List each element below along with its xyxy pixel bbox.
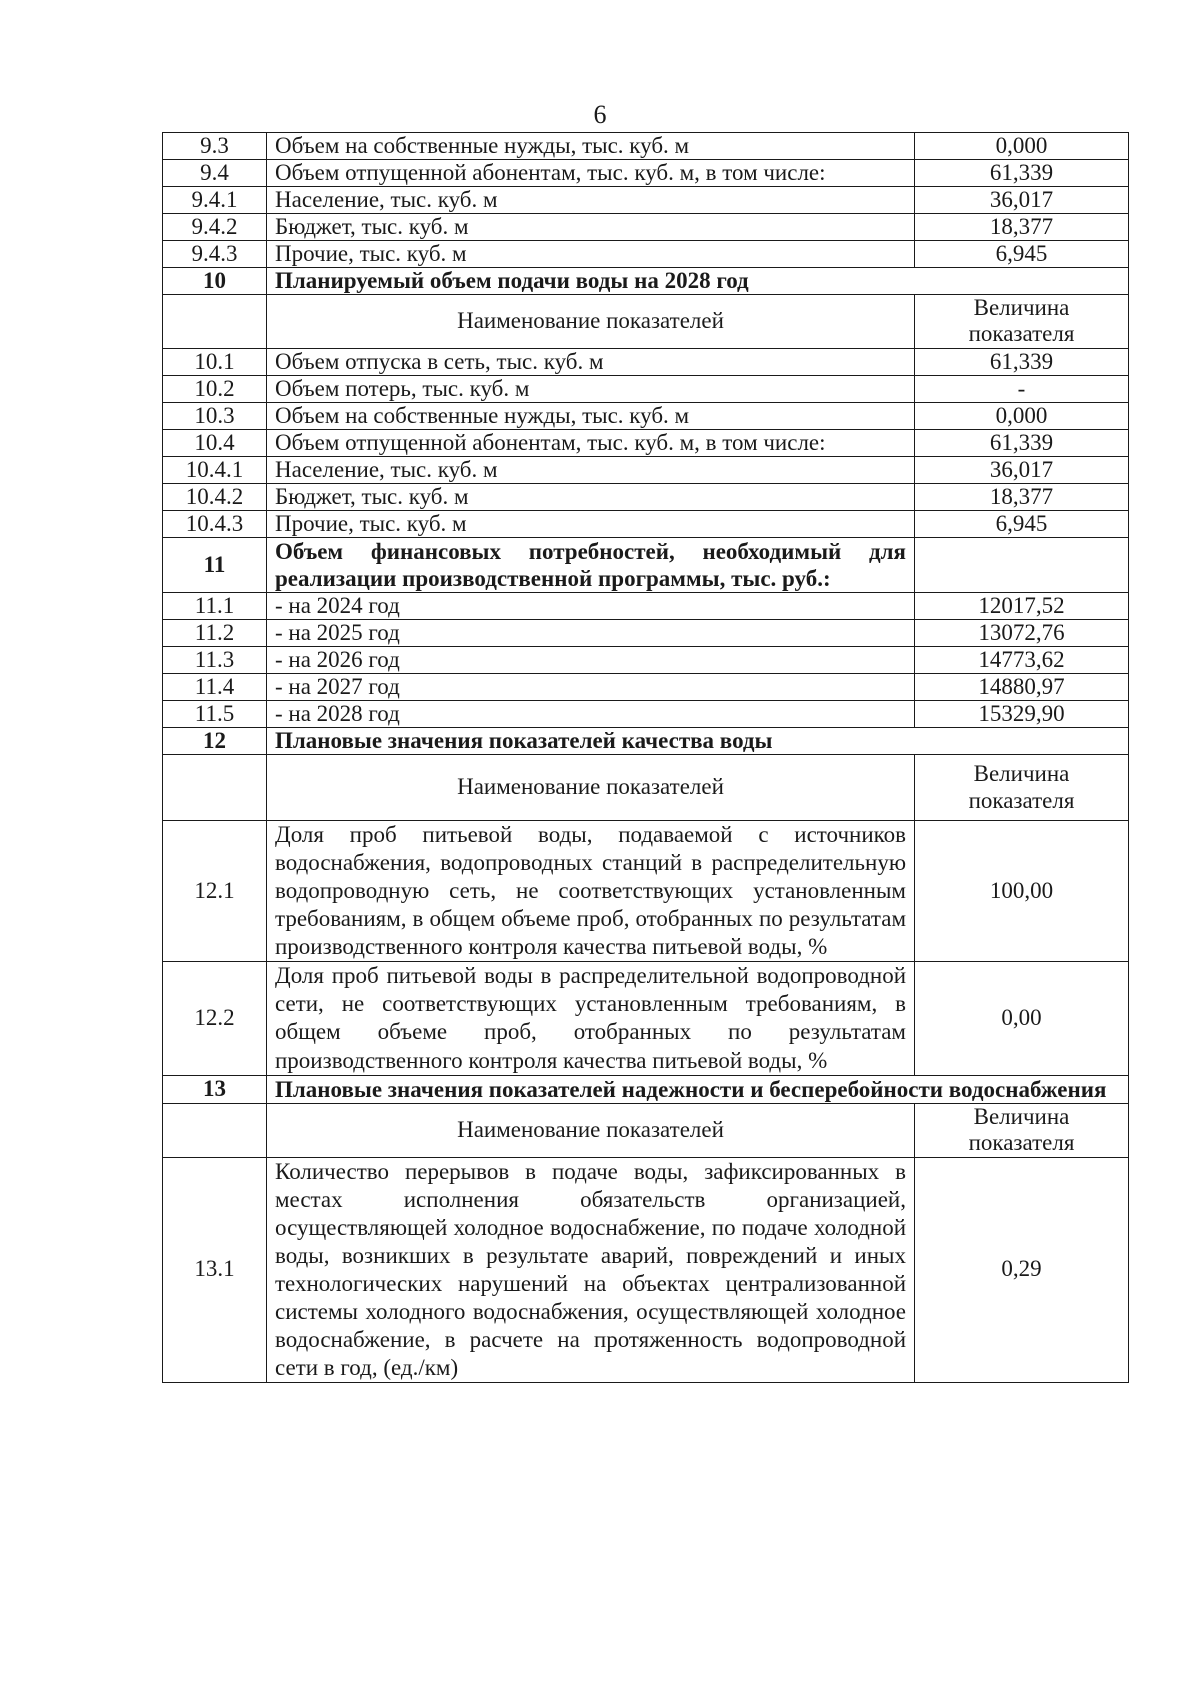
page-number: 6 bbox=[593, 100, 607, 129]
row-name: Объем отпущенной абонентам, тыс. куб. м, в том числе: bbox=[267, 429, 915, 456]
row-number: 12.1 bbox=[163, 821, 267, 962]
row-name: - на 2024 год bbox=[267, 593, 915, 620]
section-row-13 bbox=[163, 1075, 1129, 1103]
row-number: 9.4.3 bbox=[163, 241, 267, 268]
table-row bbox=[163, 348, 1129, 375]
header-name: Наименование показателей bbox=[267, 295, 915, 349]
section-row-12 bbox=[163, 728, 1129, 755]
table-row bbox=[163, 133, 1129, 160]
table-row bbox=[163, 510, 1129, 537]
table-row bbox=[163, 483, 1129, 510]
row-number: 9.4.1 bbox=[163, 187, 267, 214]
row-value: 0,00 bbox=[915, 962, 1129, 1075]
section-row-11 bbox=[163, 537, 1129, 592]
row-name: - на 2027 год bbox=[267, 674, 915, 701]
table-row bbox=[163, 674, 1129, 701]
header-row bbox=[163, 755, 1129, 821]
row-value: 61,339 bbox=[915, 160, 1129, 187]
row-value: 0,000 bbox=[915, 402, 1129, 429]
table-row bbox=[163, 821, 1129, 962]
row-value: 0,29 bbox=[915, 1157, 1129, 1382]
row-value: 61,339 bbox=[915, 348, 1129, 375]
row-number: 9.3 bbox=[163, 133, 267, 160]
row-name: Объем отпуска в сеть, тыс. куб. м bbox=[267, 348, 915, 375]
header-name: Наименование показателей bbox=[267, 1103, 915, 1157]
header-value: Величина показателя bbox=[915, 1103, 1129, 1157]
row-number: 11.4 bbox=[163, 674, 267, 701]
table-row bbox=[163, 701, 1129, 728]
table-row bbox=[163, 214, 1129, 241]
row-number: 10.4.2 bbox=[163, 483, 267, 510]
row-number: 9.4 bbox=[163, 160, 267, 187]
row-value: 13072,76 bbox=[915, 620, 1129, 647]
table-row bbox=[163, 647, 1129, 674]
row-number: 10.3 bbox=[163, 402, 267, 429]
table-row bbox=[163, 160, 1129, 187]
section-number: 11 bbox=[163, 537, 267, 592]
row-value: 14880,97 bbox=[915, 674, 1129, 701]
row-name: Население, тыс. куб. м bbox=[267, 187, 915, 214]
section-row-10 bbox=[163, 268, 1129, 295]
row-name: Объем на собственные нужды, тыс. куб. м bbox=[267, 402, 915, 429]
row-value: 0,000 bbox=[915, 133, 1129, 160]
table-row bbox=[163, 402, 1129, 429]
row-value: 100,00 bbox=[915, 821, 1129, 962]
table-row bbox=[163, 429, 1129, 456]
row-name: Бюджет, тыс. куб. м bbox=[267, 214, 915, 241]
row-value: 18,377 bbox=[915, 214, 1129, 241]
row-name: Доля проб питьевой воды, подаваемой с источников водоснабжения, водопроводных станций в распределительную водопроводную сеть, не соответствующих установленным требованиям, в общем объеме проб, отобранных по результатам производственного контроля качества питьевой воды, % bbox=[267, 821, 915, 962]
row-name: Объем на собственные нужды, тыс. куб. м bbox=[267, 133, 915, 160]
row-name: - на 2025 год bbox=[267, 620, 915, 647]
row-number: 11.1 bbox=[163, 593, 267, 620]
row-value: 15329,90 bbox=[915, 701, 1129, 728]
row-name: Объем потерь, тыс. куб. м bbox=[267, 375, 915, 402]
header-row bbox=[163, 1103, 1129, 1157]
header-value: Величина показателя bbox=[915, 755, 1129, 821]
row-number: 11.5 bbox=[163, 701, 267, 728]
table-row bbox=[163, 620, 1129, 647]
section-number: 12 bbox=[163, 728, 267, 755]
row-value: 36,017 bbox=[915, 456, 1129, 483]
row-value: 14773,62 bbox=[915, 647, 1129, 674]
row-name: - на 2028 год bbox=[267, 701, 915, 728]
table-row bbox=[163, 241, 1129, 268]
section-title: Объем финансовых потребностей, необходимый для реализации производственной программы, тыс. руб.: bbox=[267, 537, 915, 592]
row-number: 9.4.2 bbox=[163, 214, 267, 241]
table-row bbox=[163, 593, 1129, 620]
row-value: 61,339 bbox=[915, 429, 1129, 456]
row-number: 10.2 bbox=[163, 375, 267, 402]
row-number: 10.1 bbox=[163, 348, 267, 375]
row-number: 13.1 bbox=[163, 1157, 267, 1382]
row-name: Население, тыс. куб. м bbox=[267, 456, 915, 483]
table-row bbox=[163, 962, 1129, 1075]
table-body bbox=[163, 133, 1129, 1383]
section-title: Плановые значения показателей надежности и бесперебойности водоснабжения bbox=[267, 1075, 1129, 1103]
section-number: 10 bbox=[163, 268, 267, 295]
row-name: Доля проб питьевой воды в распределительной водопроводной сети, не соответствующих установленным требованиям, в общем объеме проб, отобранных по результатам производственного контроля качества питьевой воды, % bbox=[267, 962, 915, 1075]
row-value: 36,017 bbox=[915, 187, 1129, 214]
table-row bbox=[163, 375, 1129, 402]
row-value: - bbox=[915, 375, 1129, 402]
indicators-table bbox=[162, 132, 1129, 1383]
header-number-cell bbox=[163, 755, 267, 821]
row-name: Прочие, тыс. куб. м bbox=[267, 241, 915, 268]
row-value: 12017,52 bbox=[915, 593, 1129, 620]
row-value: 6,945 bbox=[915, 241, 1129, 268]
section-number: 13 bbox=[163, 1075, 267, 1103]
header-name: Наименование показателей bbox=[267, 755, 915, 821]
section-title: Планируемый объем подачи воды на 2028 год bbox=[267, 268, 1129, 295]
row-name: Объем отпущенной абонентам, тыс. куб. м, в том числе: bbox=[267, 160, 915, 187]
header-value: Величина показателя bbox=[915, 295, 1129, 349]
row-number: 11.3 bbox=[163, 647, 267, 674]
row-number: 10.4 bbox=[163, 429, 267, 456]
row-number: 12.2 bbox=[163, 962, 267, 1075]
row-number: 10.4.1 bbox=[163, 456, 267, 483]
row-name: Прочие, тыс. куб. м bbox=[267, 510, 915, 537]
row-value: 6,945 bbox=[915, 510, 1129, 537]
header-row bbox=[163, 295, 1129, 349]
row-number: 11.2 bbox=[163, 620, 267, 647]
row-number: 10.4.3 bbox=[163, 510, 267, 537]
header-number-cell bbox=[163, 295, 267, 349]
section-title: Плановые значения показателей качества воды bbox=[267, 728, 1129, 755]
section-value-cell bbox=[915, 537, 1129, 592]
row-name: - на 2026 год bbox=[267, 647, 915, 674]
header-number-cell bbox=[163, 1103, 267, 1157]
table-row bbox=[163, 187, 1129, 214]
table-row bbox=[163, 1157, 1129, 1382]
table-row bbox=[163, 456, 1129, 483]
row-name: Бюджет, тыс. куб. м bbox=[267, 483, 915, 510]
row-name: Количество перерывов в подаче воды, зафиксированных в местах исполнения обязательств организацией, осуществляющей холодное водоснабжение, по подаче холодной воды, возникших в результате аварий, повреждений и иных технологических нарушений на объектах централизованной системы холодного водоснабжения, осуществляющей холодное водоснабжение, в расчете на протяженность водопроводной сети в год, (ед./км) bbox=[267, 1157, 915, 1382]
row-value: 18,377 bbox=[915, 483, 1129, 510]
